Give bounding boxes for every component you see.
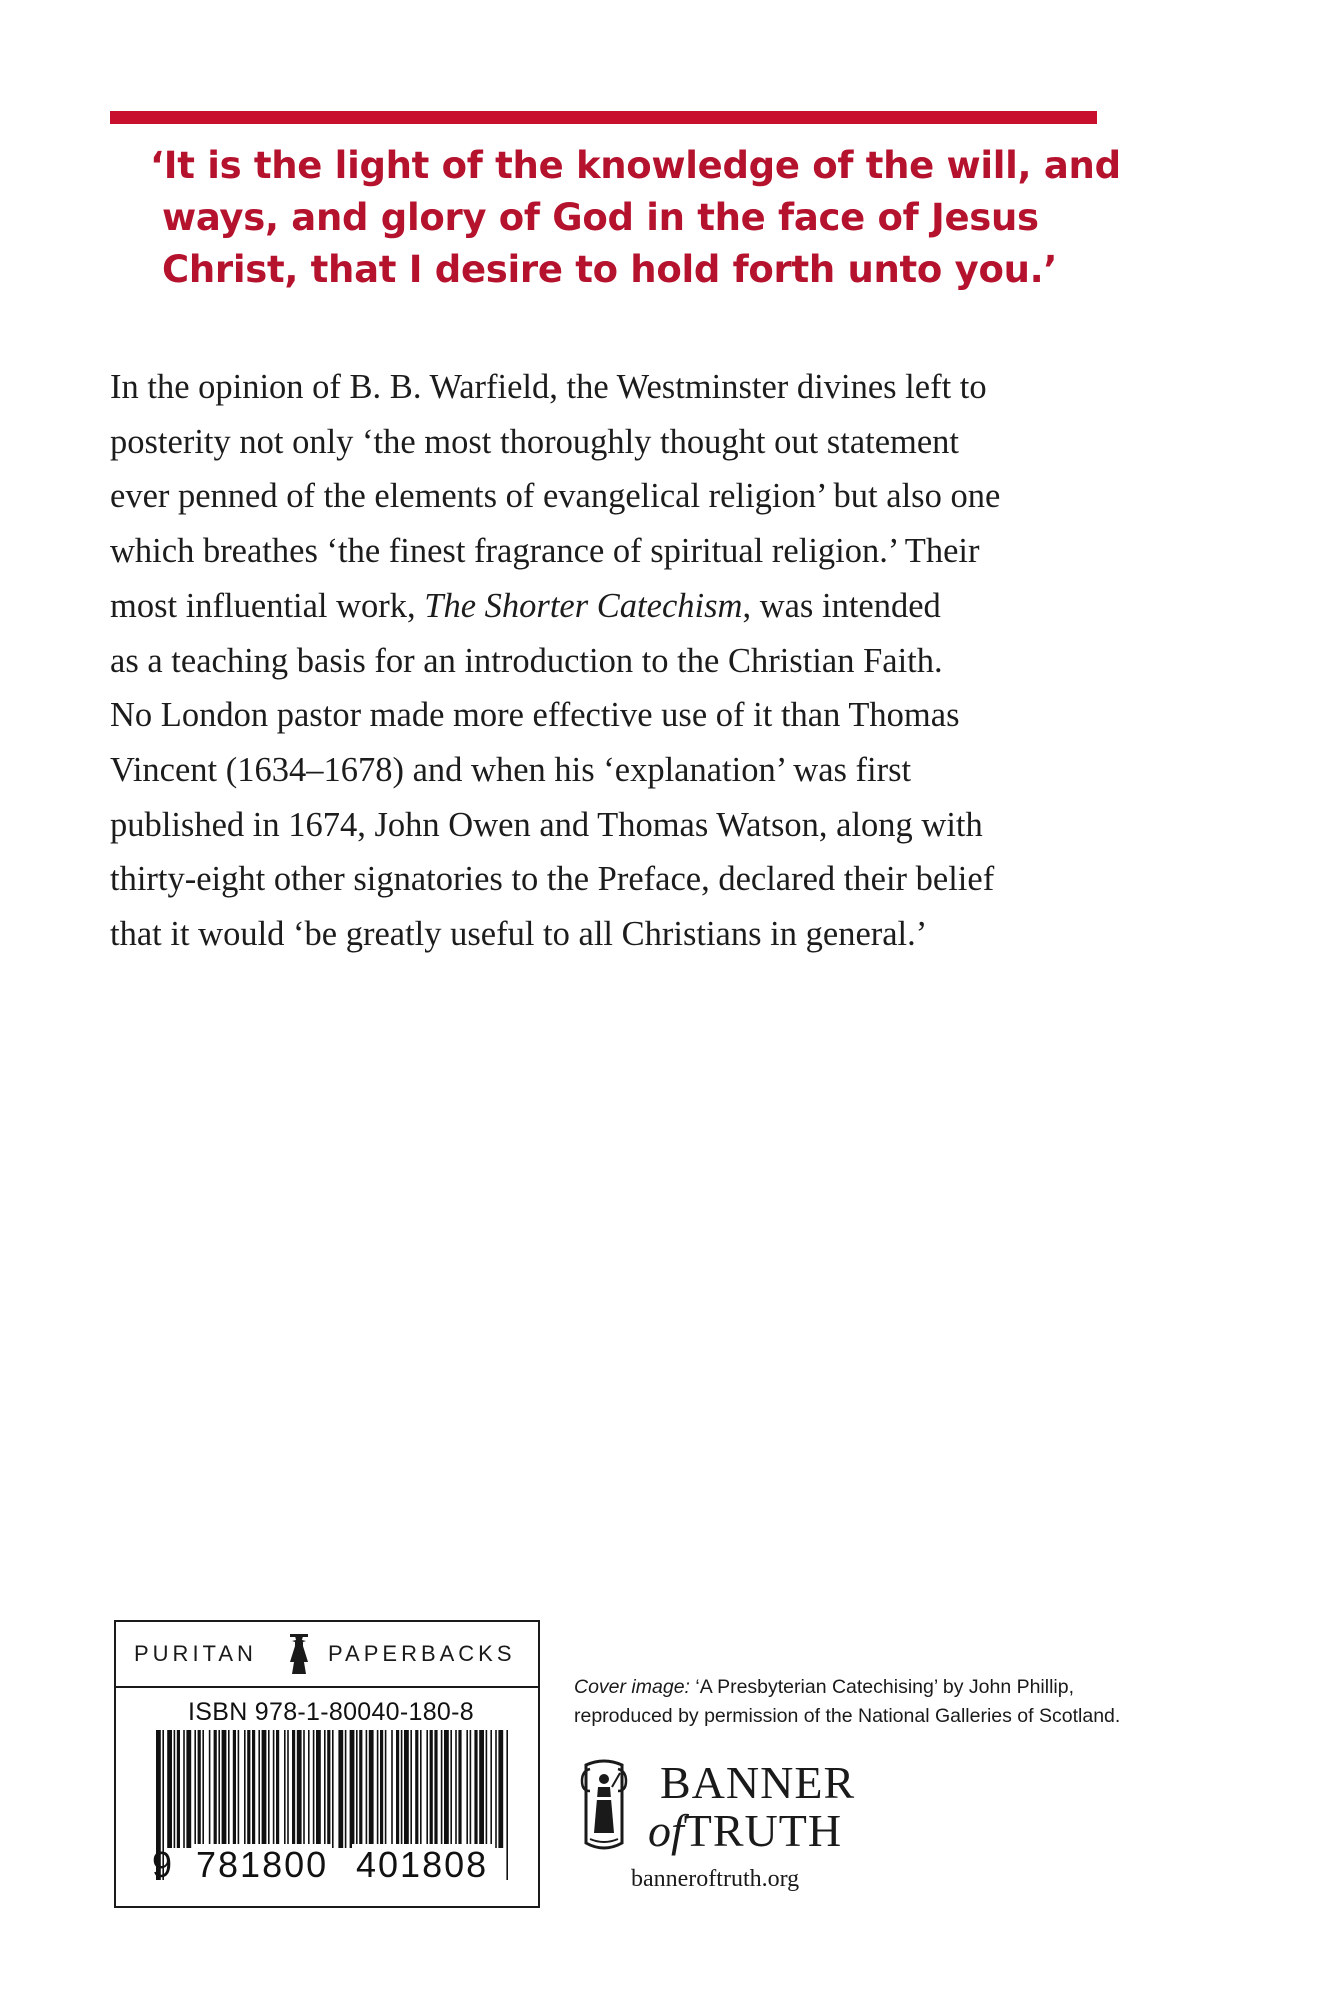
barcode-bar xyxy=(177,1730,180,1848)
barcode-bar xyxy=(450,1730,452,1848)
series-name-right: PAPERBACKS xyxy=(328,1641,516,1666)
barcode-digits-left: 781800 xyxy=(192,1844,332,1886)
barcode-bar xyxy=(316,1730,321,1848)
barcode-bar xyxy=(434,1730,437,1848)
barcode-bar xyxy=(369,1730,374,1848)
credit-line xyxy=(574,1673,1194,1702)
book-title: The Shorter Catechism xyxy=(424,586,743,625)
publisher-truth: TRUTH xyxy=(683,1805,843,1856)
quote-line: ways, and glory of God in the face of Jesus xyxy=(162,196,1039,239)
barcode-bar xyxy=(426,1730,428,1848)
barcode-bar xyxy=(377,1730,379,1848)
barcode-bar xyxy=(498,1730,503,1848)
credit-text: ‘A Presbyterian Catechising’ by John Phillip, xyxy=(689,1676,1075,1698)
barcode-bar xyxy=(359,1730,362,1848)
publisher-emblem-icon xyxy=(576,1757,632,1857)
barcode-bar xyxy=(466,1730,468,1848)
blurb-line: posterity not only ‘the most thoroughly thought out statement xyxy=(110,422,960,461)
barcode-bar xyxy=(401,1730,403,1848)
barcode-bar xyxy=(292,1730,295,1848)
barcode-bar xyxy=(415,1730,418,1848)
barcode-bar xyxy=(222,1730,227,1848)
series-banner xyxy=(116,1622,538,1688)
barcode-bar xyxy=(404,1730,409,1848)
barcode-bar xyxy=(183,1730,185,1848)
blurb-line: published in 1674, John Owen and Thomas Watson, along with xyxy=(110,805,983,844)
barcode-bar xyxy=(268,1730,270,1848)
publisher-website: banneroftruth.org xyxy=(631,1866,800,1892)
barcode-bar xyxy=(396,1730,399,1848)
publisher-name-line2 xyxy=(648,1805,843,1856)
barcode-bar xyxy=(455,1730,457,1848)
blurb-line: ever penned of the elements of evangelical religion’ but also one xyxy=(110,477,1001,516)
blurb-paragraph xyxy=(110,360,1120,962)
credit-line: reproduced by permission of the National Galleries of Scotland. xyxy=(574,1705,1121,1727)
barcode-bar xyxy=(194,1730,196,1848)
blurb-text: most influential work, xyxy=(110,586,425,625)
barcode-bar xyxy=(228,1730,230,1848)
barcode-bar xyxy=(420,1730,422,1848)
credit-prefix: Cover image: xyxy=(574,1676,690,1698)
barcode-bar xyxy=(262,1730,267,1848)
barcode-bar xyxy=(167,1730,172,1848)
barcode-bar xyxy=(458,1730,461,1848)
barcode-digits-right: 401808 xyxy=(352,1844,492,1886)
barcode-bar xyxy=(238,1730,240,1848)
barcode-bar xyxy=(385,1730,387,1848)
barcode-bar xyxy=(495,1730,497,1848)
barcode-bar xyxy=(391,1730,393,1848)
blurb-line: which breathes ‘the finest fragrance of spiritual religion.’ Their xyxy=(110,532,980,571)
barcode-bar xyxy=(490,1730,492,1848)
barcode-bar xyxy=(273,1730,275,1848)
barcode-bar xyxy=(332,1730,334,1848)
barcode-bar xyxy=(287,1730,289,1848)
barcode-bar xyxy=(313,1730,315,1848)
puritan-figure-icon xyxy=(284,1632,314,1676)
blurb-line: No London pastor made more effective use of it than Thomas xyxy=(110,696,960,735)
quote-line: ‘It is the light of the knowledge of the will, and xyxy=(150,144,1121,187)
barcode-bar xyxy=(198,1730,201,1848)
blurb-line: In the opinion of B. B. Warfield, the Westminster divines left to xyxy=(110,368,987,406)
barcode-bar xyxy=(486,1730,488,1848)
barcode-bar xyxy=(276,1730,279,1848)
quote-line: Christ, that I desire to hold forth unto you.’ xyxy=(162,248,1058,291)
blurb-line: as a teaching basis for an introduction to the Christian Faith. xyxy=(110,641,943,680)
barcode-bar xyxy=(444,1730,449,1848)
barcode-bar xyxy=(474,1730,477,1848)
barcode-bar xyxy=(380,1730,383,1848)
barcode-bar xyxy=(297,1730,302,1848)
barcode-bar xyxy=(233,1730,236,1848)
blurb-line xyxy=(110,579,1120,634)
barcode-bar xyxy=(350,1730,355,1848)
barcode-box xyxy=(114,1620,540,1908)
barcode-bar xyxy=(441,1730,443,1848)
barcode-bar xyxy=(470,1730,472,1848)
barcode-bar xyxy=(366,1730,368,1848)
barcode-digit-lead: 9 xyxy=(152,1844,173,1885)
barcode-bar xyxy=(174,1730,176,1848)
barcode-bar xyxy=(244,1730,246,1848)
pull-quote xyxy=(150,140,1121,296)
barcode-bar xyxy=(209,1730,211,1848)
publisher-name-line1: BANNER xyxy=(660,1757,856,1808)
red-top-rule xyxy=(110,111,1097,124)
barcode-bar xyxy=(506,1730,508,1880)
barcode-bar xyxy=(327,1730,330,1848)
barcode-bar xyxy=(247,1730,250,1848)
barcode-bar xyxy=(430,1730,433,1848)
barcode-bar xyxy=(252,1730,255,1848)
isbn-label: ISBN 978-1-80040-180-8 xyxy=(188,1698,474,1726)
barcode-bar xyxy=(308,1730,310,1848)
barcode-bar xyxy=(258,1730,260,1848)
barcode-bar xyxy=(410,1730,412,1848)
barcode-bar xyxy=(218,1730,220,1848)
barcode-bar xyxy=(356,1730,358,1848)
barcode-bar xyxy=(214,1730,217,1848)
publisher-of: of xyxy=(648,1805,684,1856)
blurb-line: that it would ‘be greatly useful to all Christians in general.’ xyxy=(110,915,928,954)
barcode-bar xyxy=(186,1730,191,1848)
barcode-bar xyxy=(479,1730,484,1848)
barcode-bar xyxy=(202,1730,204,1848)
barcode-bar xyxy=(338,1730,343,1848)
barcode-bar xyxy=(284,1730,286,1848)
series-name-left: PURITAN xyxy=(134,1641,257,1666)
blurb-line: thirty-eight other signatories to the Preface, declared their belief xyxy=(110,860,995,899)
cover-image-credit xyxy=(574,1673,1194,1731)
barcode-bar xyxy=(303,1730,305,1848)
blurb-text: , was intended xyxy=(742,586,941,625)
barcode-bar xyxy=(345,1730,347,1848)
blurb-line: Vincent (1634–1678) and when his ‘explanation’ was first xyxy=(110,750,912,789)
